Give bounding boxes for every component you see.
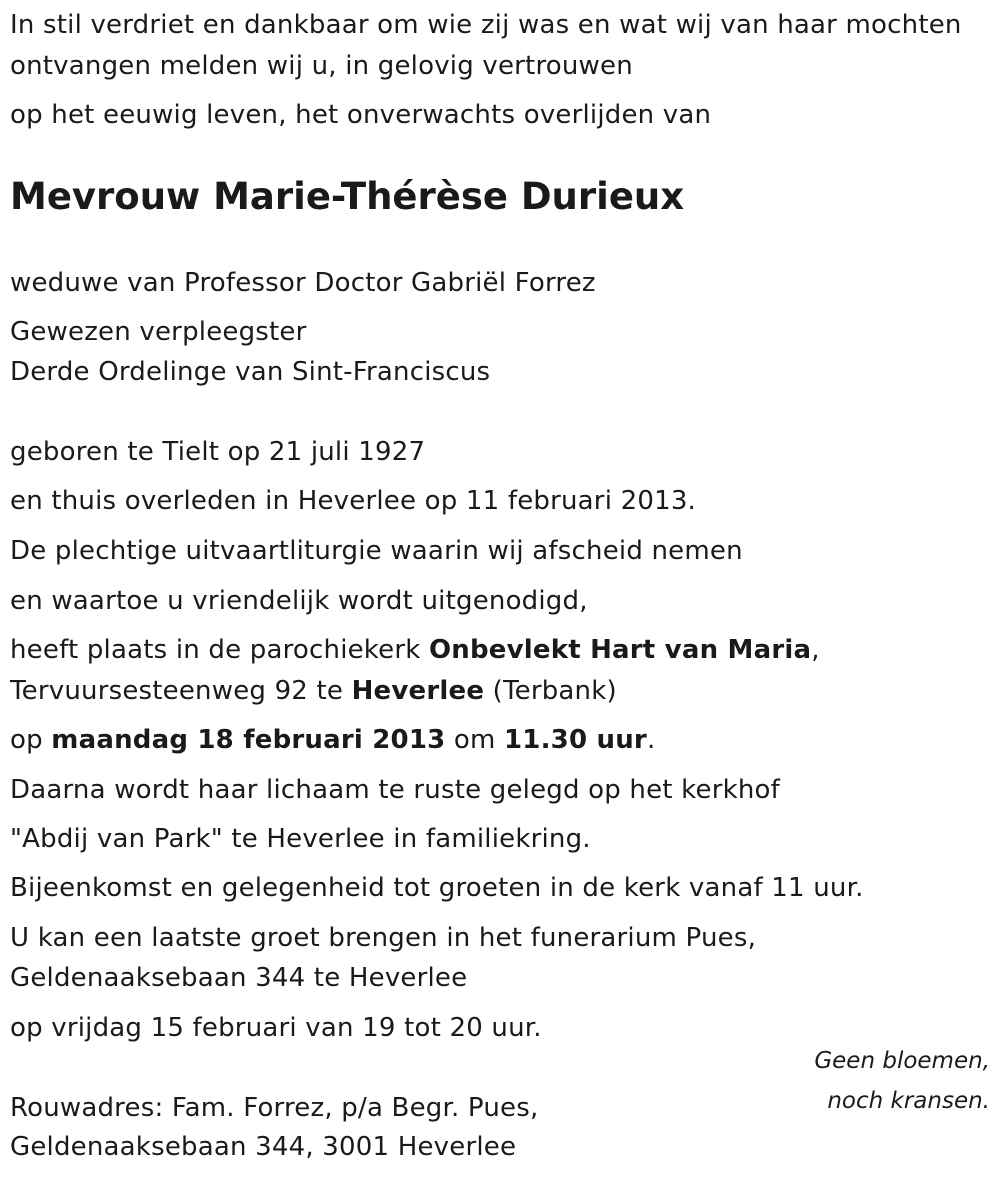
- date-middle: om: [445, 725, 504, 755]
- intro-line-3: op het eeuwig leven, het onverwachts overlijden van: [10, 100, 712, 130]
- intro-line-1: In stil verdriet en dankbaar om wie zij was en wat wij van haar mochten: [10, 10, 962, 40]
- gathering-line: Bijeenkomst en gelegenheid tot groeten in de kerk vanaf 11 uur.: [10, 873, 864, 903]
- no-flowers-line-2: noch kransen.: [827, 1088, 990, 1114]
- liturgy-line-2: en waartoe u vriendelijk wordt uitgenodigd,: [10, 586, 588, 616]
- date-suffix: .: [646, 725, 656, 755]
- deceased-name: Mevrouw Marie-Thérèse Durieux: [10, 175, 685, 218]
- church-prefix: heeft plaats in de parochiekerk: [10, 635, 429, 665]
- church-line: [10, 630, 820, 670]
- occupation-line-1: Gewezen verpleegster: [10, 317, 307, 347]
- mourning-address-line-2: Geldenaaksebaan 344, 3001 Heverlee: [10, 1132, 517, 1162]
- date-prefix: op: [10, 725, 52, 755]
- occupation-line-2: Derde Ordelinge van Sint-Franciscus: [10, 357, 491, 387]
- died-line: en thuis overleden in Heverlee op 11 februari 2013.: [10, 486, 697, 516]
- no-flowers-line-1: Geen bloemen,: [814, 1048, 990, 1074]
- burial-line-1: Daarna wordt haar lichaam te ruste gelegd op het kerkhof: [10, 775, 780, 805]
- burial-line-2: "Abdij van Park" te Heverlee in familiekring.: [10, 824, 591, 854]
- church-suffix: ,: [811, 635, 820, 665]
- liturgy-line-1: De plechtige uitvaartliturgie waarin wij afscheid nemen: [10, 536, 743, 566]
- church-town: Heverlee: [351, 676, 485, 706]
- intro-line-2: ontvangen melden wij u, in gelovig vertrouwen: [10, 51, 633, 81]
- date-line: [10, 720, 655, 760]
- date-day: maandag 18 februari 2013: [51, 725, 446, 755]
- church-street: Tervuursesteenweg 92 te: [10, 676, 352, 706]
- funerarium-line-3: op vrijdag 15 februari van 19 tot 20 uur.: [10, 1013, 542, 1043]
- date-time: 11.30 uur: [504, 725, 647, 755]
- church-name: Onbevlekt Hart van Maria: [428, 635, 812, 665]
- funerarium-line-2: Geldenaaksebaan 344 te Heverlee: [10, 963, 468, 993]
- church-town-suffix: (Terbank): [484, 676, 617, 706]
- funerarium-line-1: U kan een laatste groet brengen in het funerarium Pues,: [10, 923, 757, 953]
- church-address-line: [10, 671, 617, 711]
- mourning-address-line-1: Rouwadres: Fam. Forrez, p/a Begr. Pues,: [10, 1093, 539, 1123]
- born-line: geboren te Tielt op 21 juli 1927: [10, 437, 426, 467]
- spouse-line: weduwe van Professor Doctor Gabriël Forrez: [10, 268, 596, 298]
